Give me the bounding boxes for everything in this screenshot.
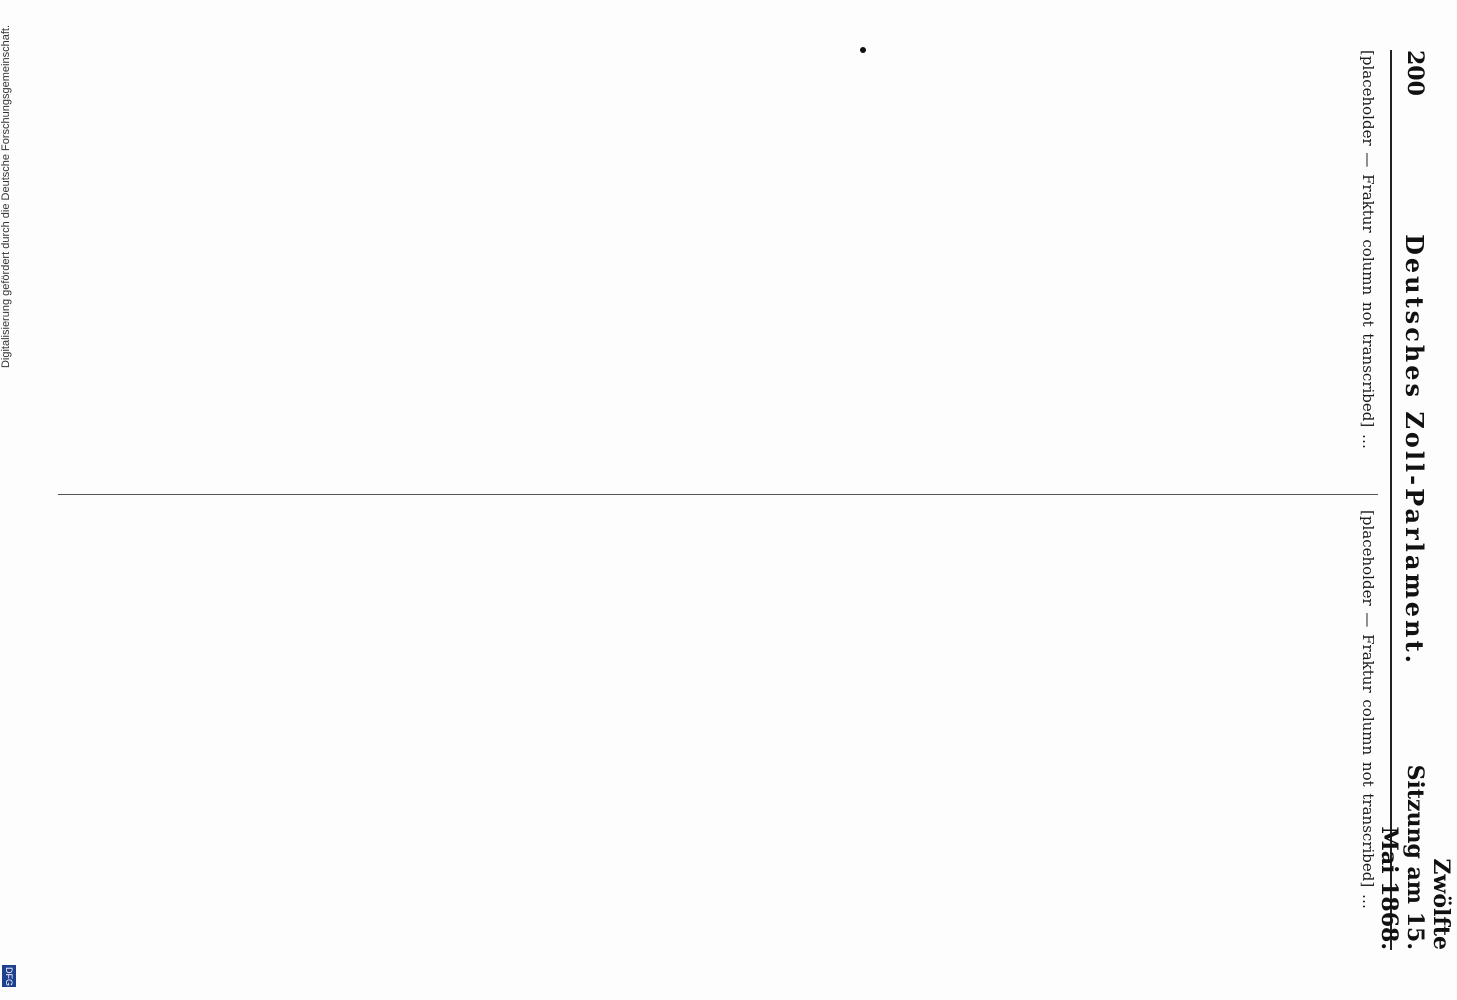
rotated-page-content (18, 30, 1454, 970)
session-date: Zwölfte Sitzung am 15. Mai 1868. (1376, 764, 1454, 950)
text-column-right (48, 510, 1380, 945)
digitization-footer (0, 20, 18, 980)
column-divider (58, 494, 1378, 495)
text-column-left (48, 50, 1380, 485)
page-number: 200 (1402, 50, 1428, 96)
footer-credit: Digitalisierung gefördert durch die Deutsche Forschungsgemeinschaft. (0, 25, 12, 369)
dfg-logo-icon: DFG (4, 966, 14, 986)
publication-title: Deutsches Zoll-Parlament. (1400, 234, 1430, 666)
running-header (1376, 50, 1454, 950)
column-right-text: [placeholder — Fraktur column not transcribed] … (1359, 510, 1377, 909)
column-left-text: [placeholder — Fraktur column not transcribed] … (1359, 50, 1377, 449)
